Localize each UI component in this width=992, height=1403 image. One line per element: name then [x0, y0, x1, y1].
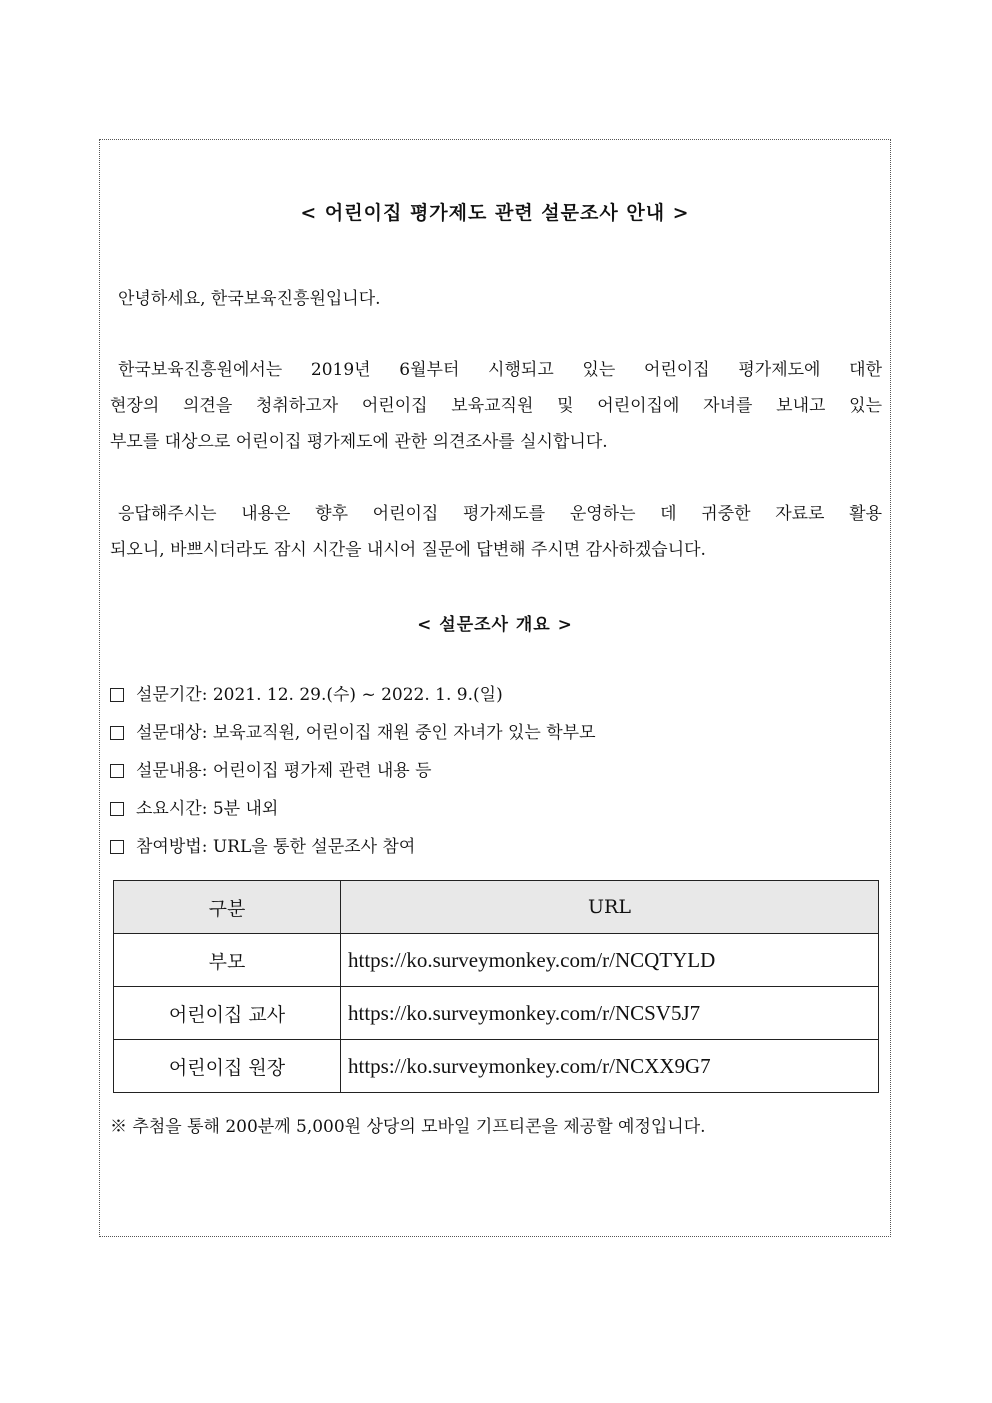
- request-line-2: 되오니, 바쁘시더라도 잠시 시간을 내시어 질문에 답변해 주시면 감사하겠습니다.: [110, 540, 706, 560]
- page-title: < 어린이집 평가제도 관련 설문조사 안내 >: [300, 202, 690, 224]
- column-header-category: 구분: [114, 881, 341, 934]
- checkbox-icon: [110, 688, 124, 702]
- intro-line-2: 현장의 의견을 청취하고자 어린이집 보육교직원 및 어린이집에 자녀를 보내고 있는: [110, 396, 882, 416]
- overview-item-method: [110, 828, 882, 866]
- overview-item-target: [110, 714, 882, 752]
- request-paragraph: [110, 496, 882, 568]
- checkbox-icon: [110, 802, 124, 816]
- category-cell: 부모: [114, 934, 341, 987]
- overview-item-period: [110, 676, 882, 714]
- survey-url-link[interactable]: https://ko.surveymonkey.com/r/NCQTYLD: [341, 934, 879, 987]
- greeting-text: 안녕하세요, 한국보육진흥원입니다.: [118, 289, 381, 309]
- survey-url-link[interactable]: https://ko.surveymonkey.com/r/NCXX9G7: [341, 1040, 879, 1093]
- category-cell: 어린이집 교사: [114, 987, 341, 1040]
- table-row: [114, 934, 879, 987]
- checkbox-icon: [110, 726, 124, 740]
- category-cell: 어린이집 원장: [114, 1040, 341, 1093]
- intro-paragraph: [110, 352, 882, 460]
- survey-url-link[interactable]: https://ko.surveymonkey.com/r/NCSV5J7: [341, 987, 879, 1040]
- request-line-1: 응답해주시는 내용은 향후 어린이집 평가제도를 운영하는 데 귀중한 자료로 활용: [118, 504, 882, 524]
- overview-item-content: [110, 752, 882, 790]
- survey-url-table: [113, 880, 879, 1093]
- column-header-url: URL: [341, 881, 879, 934]
- overview-item-label: 설문내용: 어린이집 평가제 관련 내용 등: [136, 761, 432, 781]
- overview-list: [110, 676, 882, 866]
- intro-line-1: 한국보육진흥원에서는 2019년 6월부터 시행되고 있는 어린이집 평가제도에 대한: [118, 360, 882, 380]
- intro-line-3: 부모를 대상으로 어린이집 평가제도에 관한 의견조사를 실시합니다.: [110, 432, 608, 452]
- checkbox-icon: [110, 840, 124, 854]
- checkbox-icon: [110, 764, 124, 778]
- table-header-row: [114, 881, 879, 934]
- overview-item-duration: [110, 790, 882, 828]
- overview-title: < 설문조사 개요 >: [417, 615, 573, 635]
- overview-item-label: 소요시간: 5분 내외: [136, 799, 279, 819]
- gift-note: ※ 추첨을 통해 200분께 5,000원 상당의 모바일 기프티콘을 제공할 예정입니다.: [110, 1117, 706, 1137]
- table-row: [114, 1040, 879, 1093]
- overview-item-label: 참여방법: URL을 통한 설문조사 참여: [136, 837, 416, 857]
- notice-frame: [99, 139, 891, 1237]
- overview-item-label: 설문대상: 보육교직원, 어린이집 재원 중인 자녀가 있는 학부모: [136, 723, 596, 743]
- table-row: [114, 987, 879, 1040]
- overview-item-label: 설문기간: 2021. 12. 29.(수) ~ 2022. 1. 9.(일): [136, 685, 503, 705]
